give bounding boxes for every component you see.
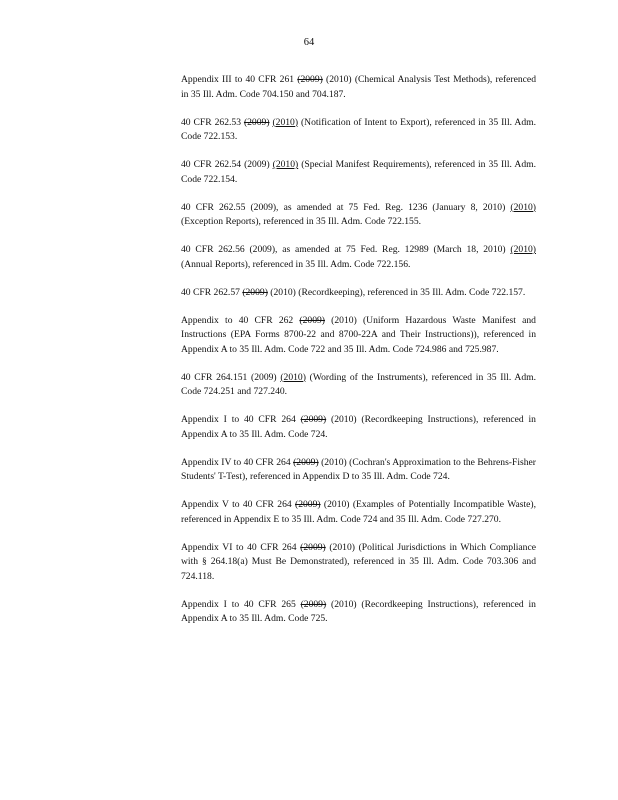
entry-text: Appendix V to 40 CFR 264 [181, 499, 296, 510]
struck-text: (2009) [295, 499, 321, 510]
page-number: 64 [303, 37, 315, 48]
struck-text: (2009) [242, 286, 268, 298]
entry-text: Appendix IV to 40 CFR 264 [181, 456, 294, 468]
entry-text: Appendix I to 40 CFR 265 [181, 598, 301, 610]
entry-text: (Notification of Intent to Export), referenced in 35 Ill. Adm. Code 722.153. [181, 116, 536, 142]
entry-text: (2010) (Recordkeeping), referenced in 35 Ill. Adm. Code 722.157. [267, 286, 526, 298]
underlined-text: (2010) [272, 116, 299, 128]
entry-text: (2010) (Examples of Potentially Incompatible Waste), referenced in Appendix E to 35 Ill. Adm. Code 724 and 35 Ill. Adm. Code 727.270. [181, 499, 537, 525]
entry-text: (2010) (Uniform Hazardous Waste Manifest and Instructions (EPA Forms 8700-22 and 8700-22A and Their Instructions)), referenced in Appendix A to 35 Ill. Adm. Code 722 and 35 Ill. Adm. Code 724.986 and 725.987. [181, 314, 536, 355]
entry-text: Appendix I to 40 CFR 264 [181, 414, 301, 425]
entry-text: (2010) (Cochran's Approximation to the Behrens-Fisher Students' T-Test), referenced in Appendix D to 35 Ill. Adm. Code 724. [181, 456, 536, 482]
underlined-text: (2010) [272, 159, 299, 170]
entry-text: (2010) (Political Jurisdictions in Which Compliance with § 264.18(a) Must Be Demonstrated), referenced in 35 Ill. Adm. Code 703.306 and 724.118. [181, 541, 536, 582]
entry-text: 40 CFR 262.57 [181, 286, 243, 298]
struck-text: (2009) [243, 116, 270, 128]
entry-text: (2010) (Recordkeeping Instructions), referenced in Appendix A to 35 Ill. Adm. Code 725. [181, 598, 536, 624]
reference-entry [181, 598, 536, 627]
struck-text: (2009) [300, 598, 327, 610]
entry-text: 40 CFR 262.54 (2009) [181, 159, 273, 170]
struck-text: (2009) [297, 74, 323, 85]
entry-text: 40 CFR 264.151 (2009) [181, 371, 281, 383]
reference-entry [181, 73, 536, 102]
entry-text: Appendix to 40 CFR 262 [181, 314, 300, 326]
entry-text: Appendix VI to 40 CFR 264 [181, 541, 301, 553]
reference-entry [181, 371, 536, 400]
reference-list [181, 73, 536, 640]
reference-entry [181, 456, 536, 485]
reference-entry [181, 116, 536, 145]
reference-entry [181, 201, 536, 230]
reference-entry [181, 158, 536, 187]
struck-text: (2009) [293, 456, 319, 468]
underlined-text: (2010) [510, 201, 536, 213]
reference-entry [181, 498, 536, 527]
entry-text: (2010) (Recordkeeping Instructions), referenced in Appendix A to 35 Ill. Adm. Code 724. [181, 414, 536, 440]
entry-text: 40 CFR 262.55 (2009), as amended at 75 Fed. Reg. 1236 (January 8, 2010) [181, 201, 511, 213]
struck-text: (2009) [300, 414, 327, 425]
entry-text: 40 CFR 262.53 [181, 116, 244, 128]
reference-entry [181, 314, 536, 358]
entry-text: (2010) (Chemical Analysis Test Methods), referenced in 35 Ill. Adm. Code 704.150 and 704.187. [181, 74, 536, 100]
entry-text: Appendix III to 40 CFR 261 [181, 74, 298, 85]
reference-entry [181, 541, 536, 585]
entry-text: (Exception Reports), referenced in 35 Ill. Adm. Code 722.155. [181, 216, 422, 227]
underlined-text: (2010) [510, 244, 536, 255]
reference-entry [181, 286, 536, 301]
struck-text: (2009) [300, 541, 326, 553]
struck-text: (2009) [299, 314, 325, 326]
entry-text: 40 CFR 262.56 (2009), as amended at 75 Fed. Reg. 12989 (March 18, 2010) [181, 244, 511, 255]
entry-text: (Special Manifest Requirements), referenced in 35 Ill. Adm. Code 722.154. [181, 159, 536, 185]
reference-entry [181, 243, 536, 272]
underlined-text: (2010) [280, 371, 306, 383]
entry-text: (Annual Reports), referenced in 35 Ill. Adm. Code 722.156. [181, 258, 411, 270]
entry-text: (Wording of the Instruments), referenced in 35 Ill. Adm. Code 724.251 and 727.240. [181, 371, 536, 397]
reference-entry [181, 413, 536, 442]
